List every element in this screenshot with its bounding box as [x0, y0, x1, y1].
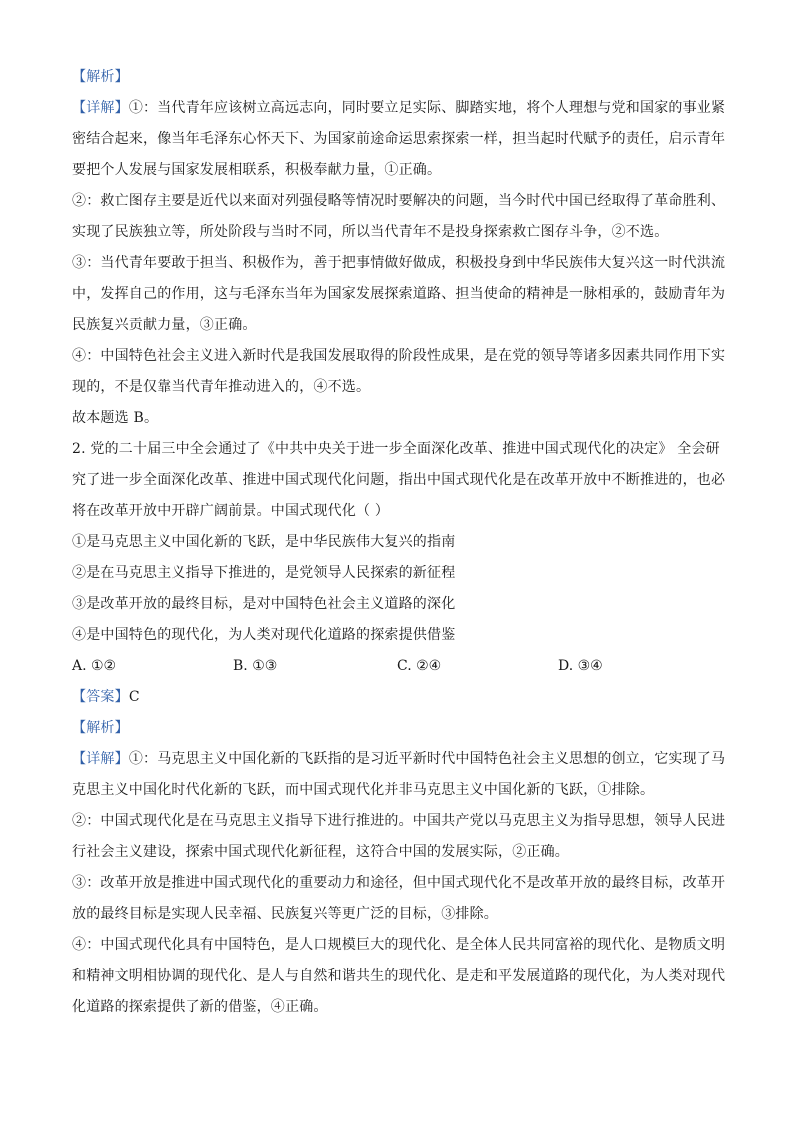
- explanation-line: 行社会主义建设，探索中国式现代化新征程，这符合中国的发展实际，②正确。: [72, 844, 569, 860]
- explanation-line: 放的最终目标是实现人民幸福、民族复兴等更广泛的目标，③排除。: [72, 906, 498, 922]
- detail-line: [72, 93, 726, 124]
- statement-item: ①是马克思主义中国化新的飞跃，是中华民族伟大复兴的指南: [72, 534, 456, 550]
- explanation-line: ④：中国式现代化具有中国特色，是人口规模巨大的现代化、是全体人民共同富裕的现代化、是物质文明: [72, 937, 726, 953]
- explanation-line: 中，发挥自己的作用，这与毛泽东当年为国家发展探索道路、担当使命的精神是一脉相承的，鼓励青年为: [72, 286, 726, 302]
- explanation-line: 现的，不是仅靠当代青年推动进入的，④不选。: [72, 379, 371, 395]
- explanation-line: ③：当代青年要敢于担当、积极作为，善于把事情做好做成，积极投身到中华民族伟大复兴这一时代洪流: [72, 255, 726, 271]
- explanation-line: ③：改革开放是推进中国式现代化的重要动力和途径，但中国式现代化不是改革开放的最终目标，改革开: [72, 875, 726, 891]
- statement-item: ③是改革开放的最终目标，是对中国特色社会主义道路的深化: [72, 596, 456, 612]
- detail-line: 要把个人发展与国家发展相联系，积极奉献力量，①正确。: [72, 162, 442, 178]
- answer-options: [72, 651, 722, 682]
- detail-line: [72, 744, 726, 775]
- statement-item: ④是中国特色的现代化，为人类对现代化道路的探索提供借鉴: [72, 627, 456, 643]
- analysis-heading: [72, 713, 722, 744]
- statement-item: ②是在马克思主义指导下推进的，是党领导人民探索的新征程: [72, 565, 456, 581]
- explanation-line: 实现了民族独立等，所处阶段与当时不同，所以当代青年不是投身探索救亡图存斗争，②不选。: [72, 224, 669, 240]
- question-stem: 究了进一步全面深化改革、推进中国式现代化问题，指出中国式现代化是在改革开放中不断推进的，也必: [72, 472, 726, 488]
- analysis-heading: [72, 62, 722, 93]
- answer-value: C: [128, 689, 140, 705]
- explanation-line: 化道路的探索提供了新的借鉴，④正确。: [72, 999, 328, 1015]
- analysis-tag: 【解析】: [72, 69, 129, 85]
- answer-tag: 【答案】: [72, 689, 129, 705]
- detail-text: ①：当代青年应该树立高远志向，同时要立足实际、脚踏实地，将个人理想与党和国家的事业紧: [128, 100, 726, 116]
- option-b: B. ①③: [233, 658, 278, 674]
- option-d: D. ③④: [558, 658, 603, 674]
- document-page: [72, 62, 726, 1023]
- option-c: C. ②④: [397, 658, 442, 674]
- explanation-line: 民族复兴贡献力量，③正确。: [72, 317, 257, 333]
- answer-line: [72, 682, 722, 713]
- question-stem: 2. 党的二十届三中全会通过了《中共中央关于进一步全面深化改革、推进中国式现代化的决定》 全会研: [72, 441, 720, 457]
- explanation-line: ④：中国特色社会主义进入新时代是我国发展取得的阶段性成果，是在党的领导等诸多因素共同作用下实: [72, 348, 726, 364]
- detail-tag: 【详解】: [72, 751, 129, 767]
- detail-line: 密结合起来，像当年毛泽东心怀天下、为国家前途命运思索探索一样，担当起时代赋予的责任，启示青年: [72, 131, 726, 147]
- analysis-tag: 【解析】: [72, 720, 129, 736]
- detail-tag: 【详解】: [72, 100, 129, 116]
- conclusion-line: 故本题选 B。: [72, 410, 159, 426]
- explanation-line: ②：救亡图存主要是近代以来面对列强侵略等情况时要解决的问题，当今时代中国已经取得了革命胜利、: [72, 193, 726, 209]
- option-a: A. ①②: [72, 658, 117, 674]
- explanation-line: ②：中国式现代化是在马克思主义指导下进行推进的。中国共产党以马克思主义为指导思想，领导人民进: [72, 813, 726, 829]
- explanation-line: 和精神文明相协调的现代化、是人与自然和谐共生的现代化、是走和平发展道路的现代化，为人类对现代: [72, 968, 726, 984]
- detail-line: 克思主义中国化时代化新的飞跃，而中国式现代化并非马克思主义中国化新的飞跃，①排除。: [72, 782, 655, 798]
- question-stem: 将在改革开放中开辟广阔前景。中国式现代化（ ）: [72, 503, 390, 519]
- detail-text: ①：马克思主义中国化新的飞跃指的是习近平新时代中国特色社会主义思想的创立，它实现了马: [128, 751, 726, 767]
